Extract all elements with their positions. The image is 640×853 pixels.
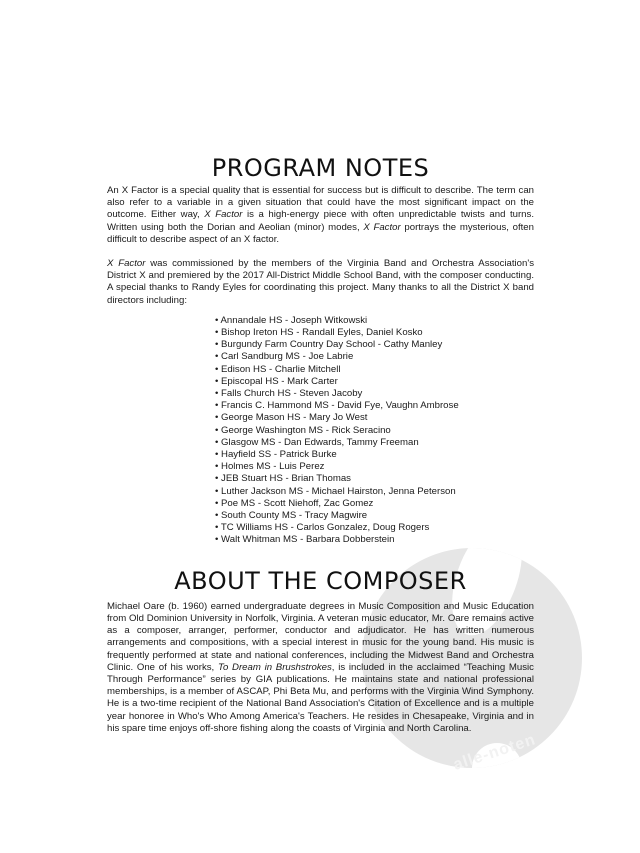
list-item: • Francis C. Hammond MS - David Fye, Vaughn Ambrose [215,400,534,412]
watermark-text: alle-noten [451,731,538,774]
list-item: • Bishop Ireton HS - Randall Eyles, Daniel Kosko [215,327,534,339]
list-item: • George Mason HS - Mary Jo West [215,412,534,424]
list-item: • Burgundy Farm Country Day School - Cathy Manley [215,339,534,351]
program-notes-paragraph-1: An X Factor is a special quality that is essential for success but is difficult to describe. The term can also refer to a variable in a given situation that could have the most significant impact on the outcome. Either way, X Factor is a high-energy piece with often unpredictable twists and turns. Written using both the Dorian and Aeolian (minor) modes, X Factor portrays the mysterious, often difficult to describe aspect of an X factor. [107,185,534,245]
list-item: • Holmes MS - Luis Perez [215,461,534,473]
about-composer-title: ABOUT THE COMPOSER [174,566,467,595]
list-item: • Episcopal HS - Mark Carter [215,376,534,388]
list-item: • Walt Whitman MS - Barbara Dobberstein [215,534,534,546]
program-notes-paragraph-2: X Factor was commissioned by the members of the Virginia Band and Orchestra Association's District X and premiered by the 2017 All-District Middle School Band, with the composer conducting. A special thanks to Randy Eyles for coordinating this project. Many thanks to all the District X band directors including: [107,258,534,306]
page-content [107,154,534,735]
list-item: • South County MS - Tracy Magwire [215,510,534,522]
list-item: • JEB Stuart HS - Brian Thomas [215,473,534,485]
list-item: • Annandale HS - Joseph Witkowski [215,315,534,327]
program-notes-title: PROGRAM NOTES [211,154,430,182]
list-item: • TC Williams HS - Carlos Gonzalez, Doug Rogers [215,522,534,534]
list-item: • Carl Sandburg MS - Joe Labrie [215,351,534,363]
list-item: • Edison HS - Charlie Mitchell [215,364,534,376]
list-item: • Glasgow MS - Dan Edwards, Tammy Freeman [215,437,534,449]
about-composer-paragraph: Michael Oare (b. 1960) earned undergraduate degrees in Music Composition and Music Education from Old Dominion University in Norfolk, Virginia. A veteran music educator, Mr. Oare remains active as a composer, arranger, performer, conductor and adjudicator. He has written numerous arrangements and compositions, with a special interest in music for the young band. His music is frequently performed at state and national conferences, including the Midwest Band and Orchestra Clinic. One of his works, To Dream in Brushstrokes, is included in the acclaimed “Teaching Music Through Performance” series by GIA publications. He maintains state and national professional memberships, is a member of ASCAP, Phi Beta Mu, and performs with the Virginia Wind Symphony. He is a two-time recipient of the National Band Association's Citation of Excellence and is a multiple year honoree in Who's Who Among America's Teachers. He resides in Chesapeake, Virginia and in his spare time enjoys off-shore fishing along the coasts of Virginia and North Carolina. [107,600,534,734]
list-item: • Hayfield SS - Patrick Burke [215,449,534,461]
band-directors-list [215,315,534,547]
list-item: • Luther Jackson MS - Michael Hairston, Jenna Peterson [215,486,534,498]
list-item: • Falls Church HS - Steven Jacoby [215,388,534,400]
list-item: • George Washington MS - Rick Seracino [215,425,534,437]
list-item: • Poe MS - Scott Niehoff, Zac Gomez [215,498,534,510]
